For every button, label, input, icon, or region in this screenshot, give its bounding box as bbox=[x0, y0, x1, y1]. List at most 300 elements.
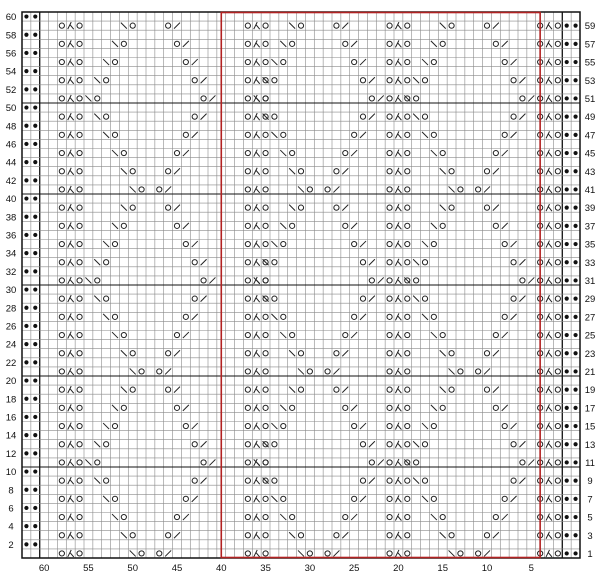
ssk bbox=[94, 114, 100, 120]
yarn-over bbox=[405, 423, 410, 428]
yarn-over bbox=[555, 169, 560, 174]
ssk bbox=[94, 478, 100, 484]
purl-dot bbox=[24, 69, 28, 73]
yarn-over bbox=[458, 187, 463, 192]
k2tog bbox=[351, 41, 357, 47]
k2tog bbox=[183, 150, 189, 156]
column-number: 35 bbox=[260, 563, 271, 574]
yarn-over bbox=[59, 223, 64, 228]
column-number: 60 bbox=[38, 563, 50, 574]
double-decrease bbox=[68, 332, 74, 339]
yarn-over bbox=[555, 114, 560, 119]
double-decrease bbox=[546, 514, 552, 521]
row-number-left: 32 bbox=[5, 266, 17, 278]
yarn-over bbox=[405, 169, 410, 174]
yarn-over bbox=[263, 205, 268, 210]
k2tog bbox=[369, 441, 375, 447]
ssk bbox=[112, 150, 118, 156]
yarn-over bbox=[290, 405, 295, 410]
purl-dot bbox=[33, 433, 37, 437]
double-decrease bbox=[68, 241, 74, 248]
yarn-over bbox=[369, 96, 374, 101]
double-decrease bbox=[254, 22, 260, 29]
yarn-over bbox=[112, 423, 117, 428]
ssk bbox=[440, 350, 446, 356]
purl-dot bbox=[24, 51, 28, 55]
yarn-over bbox=[130, 351, 135, 356]
purl-dot bbox=[573, 187, 577, 191]
yarn-over bbox=[387, 351, 392, 356]
double-decrease bbox=[254, 386, 260, 393]
row-number-right: 49 bbox=[584, 112, 596, 124]
row-number-right: 11 bbox=[585, 457, 595, 469]
yarn-over bbox=[59, 514, 64, 519]
double-decrease bbox=[395, 532, 401, 539]
purl-dot bbox=[565, 206, 569, 210]
purl-dot bbox=[565, 24, 569, 28]
yarn-over bbox=[263, 223, 268, 228]
purl-dot bbox=[573, 242, 577, 246]
double-decrease bbox=[254, 222, 260, 229]
yarn-over bbox=[77, 332, 82, 337]
row-number-left: 12 bbox=[5, 448, 17, 460]
yarn-over bbox=[263, 278, 268, 283]
purl-dot bbox=[33, 215, 37, 219]
yarn-over bbox=[166, 351, 171, 356]
yarn-over bbox=[440, 405, 445, 410]
yarn-over bbox=[245, 369, 250, 374]
yarn-over bbox=[95, 278, 100, 283]
ssk bbox=[413, 259, 419, 265]
row-number-right: 51 bbox=[584, 93, 596, 105]
row-number-right: 21 bbox=[584, 366, 596, 378]
purl-dot bbox=[573, 260, 577, 264]
yarn-over bbox=[245, 460, 250, 465]
double-decrease bbox=[395, 441, 401, 448]
yarn-over bbox=[555, 496, 560, 501]
yarn-over bbox=[334, 351, 339, 356]
double-decrease bbox=[254, 259, 260, 266]
yarn-over bbox=[387, 223, 392, 228]
purl-dot bbox=[33, 51, 37, 55]
double-decrease bbox=[68, 150, 74, 157]
double-decrease bbox=[68, 168, 74, 175]
row-number-right: 15 bbox=[584, 421, 596, 433]
double-decrease bbox=[68, 514, 74, 521]
yarn-over bbox=[440, 332, 445, 337]
row-number-right: 3 bbox=[587, 530, 593, 542]
yarn-over bbox=[387, 551, 392, 556]
yarn-over bbox=[77, 351, 82, 356]
purl-dot bbox=[573, 297, 577, 301]
k2tog bbox=[209, 277, 215, 283]
yarn-over bbox=[405, 78, 410, 83]
double-decrease bbox=[546, 459, 552, 466]
yarn-over bbox=[387, 314, 392, 319]
ssk bbox=[440, 23, 446, 29]
yarn-over bbox=[59, 533, 64, 538]
yarn-over bbox=[493, 223, 498, 228]
stitch-symbols bbox=[24, 14, 577, 557]
double-decrease bbox=[254, 204, 260, 211]
double-decrease bbox=[68, 186, 74, 193]
k2tog bbox=[502, 150, 508, 156]
yarn-over bbox=[298, 205, 303, 210]
yarn-over bbox=[59, 187, 64, 192]
yarn-over bbox=[440, 223, 445, 228]
yarn-over bbox=[166, 169, 171, 174]
double-decrease bbox=[395, 514, 401, 521]
ssk bbox=[449, 550, 455, 556]
yarn-over bbox=[281, 241, 286, 246]
purl-dot bbox=[24, 178, 28, 182]
double-decrease bbox=[254, 441, 260, 448]
yarn-over bbox=[352, 314, 357, 319]
yarn-over bbox=[387, 205, 392, 210]
yarn-over bbox=[174, 332, 179, 337]
yarn-over bbox=[59, 423, 64, 428]
yarn-over bbox=[431, 496, 436, 501]
k2tog bbox=[502, 223, 508, 229]
yarn-over bbox=[245, 551, 250, 556]
row-number-right: 19 bbox=[584, 385, 596, 397]
ssk bbox=[280, 223, 286, 229]
row-number-right: 55 bbox=[584, 57, 596, 69]
double-decrease bbox=[254, 404, 260, 411]
k2tog bbox=[192, 314, 198, 320]
yarn-over bbox=[555, 187, 560, 192]
purl-dot bbox=[565, 78, 569, 82]
purl-dot bbox=[24, 87, 28, 91]
yarn-over bbox=[245, 478, 250, 483]
yarn-over bbox=[290, 332, 295, 337]
ssk bbox=[112, 332, 118, 338]
double-decrease bbox=[68, 532, 74, 539]
k2tog bbox=[519, 478, 525, 484]
double-decrease bbox=[395, 259, 401, 266]
yarn-over bbox=[334, 169, 339, 174]
yarn-over bbox=[281, 59, 286, 64]
double-decrease bbox=[395, 386, 401, 393]
k2tog bbox=[528, 277, 534, 283]
double-decrease bbox=[546, 386, 552, 393]
yarn-over bbox=[59, 460, 64, 465]
yarn-over bbox=[245, 351, 250, 356]
purl-dot bbox=[24, 124, 28, 128]
yarn-over bbox=[77, 260, 82, 265]
yarn-over bbox=[493, 41, 498, 46]
ssk bbox=[103, 314, 109, 320]
purl-dot bbox=[573, 533, 577, 537]
purl-dot bbox=[24, 488, 28, 492]
purl-dot bbox=[573, 42, 577, 46]
ssk bbox=[271, 496, 277, 502]
k2tog bbox=[174, 23, 180, 29]
purl-dot bbox=[565, 187, 569, 191]
yarn-over bbox=[77, 478, 82, 483]
k2tog bbox=[333, 186, 339, 192]
double-decrease bbox=[395, 368, 401, 375]
purl-dot bbox=[24, 360, 28, 364]
yarn-over bbox=[59, 150, 64, 155]
ssk bbox=[103, 59, 109, 65]
ssk bbox=[94, 441, 100, 447]
k2tog bbox=[378, 277, 384, 283]
yarn-over bbox=[387, 442, 392, 447]
yarn-over bbox=[263, 369, 268, 374]
k2tog bbox=[519, 114, 525, 120]
yarn-over bbox=[281, 423, 286, 428]
row-number-left: 52 bbox=[5, 84, 17, 96]
yarn-over bbox=[95, 96, 100, 101]
double-decrease bbox=[254, 150, 260, 157]
purl-dot bbox=[33, 142, 37, 146]
yarn-over bbox=[387, 533, 392, 538]
yarn-over bbox=[77, 278, 82, 283]
ssk bbox=[271, 423, 277, 429]
yarn-over bbox=[263, 187, 268, 192]
yarn-over bbox=[59, 296, 64, 301]
double-decrease bbox=[254, 423, 260, 430]
k2tog bbox=[342, 387, 348, 393]
yarn-over bbox=[405, 478, 410, 483]
purl-dot bbox=[33, 69, 37, 73]
purl-dot bbox=[565, 260, 569, 264]
yarn-over bbox=[121, 223, 126, 228]
chart-labels bbox=[6, 12, 596, 574]
yarn-over bbox=[77, 442, 82, 447]
double-decrease bbox=[546, 168, 552, 175]
purl-dot bbox=[33, 360, 37, 364]
ssk bbox=[298, 186, 304, 192]
yarn-over bbox=[422, 442, 427, 447]
yarn-over bbox=[405, 114, 410, 119]
chart-grid bbox=[22, 12, 580, 558]
yarn-over bbox=[405, 387, 410, 392]
ssk bbox=[413, 114, 419, 120]
ssk bbox=[112, 514, 118, 520]
yarn-over bbox=[77, 405, 82, 410]
column-number: 20 bbox=[393, 563, 404, 574]
yarn-over bbox=[245, 296, 250, 301]
k2tog bbox=[174, 350, 180, 356]
row-number-right: 31 bbox=[584, 275, 596, 287]
yarn-over bbox=[263, 169, 268, 174]
ssk bbox=[413, 441, 419, 447]
yarn-over bbox=[334, 23, 339, 28]
yarn-over bbox=[183, 132, 188, 137]
yarn-over bbox=[449, 533, 454, 538]
yarn-over bbox=[431, 423, 436, 428]
yarn-over bbox=[476, 369, 481, 374]
yarn-over bbox=[493, 514, 498, 519]
yarn-over bbox=[174, 223, 179, 228]
purl-dot bbox=[24, 251, 28, 255]
double-decrease bbox=[68, 368, 74, 375]
k2tog bbox=[519, 77, 525, 83]
yarn-over bbox=[59, 278, 64, 283]
purl-dot bbox=[33, 160, 37, 164]
double-decrease bbox=[546, 22, 552, 29]
yarn-over bbox=[77, 496, 82, 501]
yarn-over bbox=[183, 314, 188, 319]
purl-dot bbox=[565, 497, 569, 501]
yarn-over bbox=[387, 114, 392, 119]
double-decrease bbox=[546, 295, 552, 302]
purl-dot bbox=[24, 306, 28, 310]
yarn-over bbox=[484, 169, 489, 174]
yarn-over bbox=[77, 59, 82, 64]
purl-dot bbox=[33, 287, 37, 291]
row-number-right: 17 bbox=[584, 403, 596, 415]
yarn-over bbox=[387, 423, 392, 428]
yarn-over bbox=[343, 332, 348, 337]
yarn-over bbox=[174, 405, 179, 410]
ssk bbox=[431, 150, 437, 156]
yarn-over bbox=[484, 351, 489, 356]
row-number-left: 30 bbox=[5, 285, 17, 297]
double-decrease bbox=[68, 222, 74, 229]
yarn-over bbox=[59, 314, 64, 319]
double-decrease bbox=[68, 423, 74, 430]
purl-dot bbox=[33, 451, 37, 455]
row-number-right: 57 bbox=[584, 39, 596, 51]
ssk bbox=[271, 132, 277, 138]
purl-dot bbox=[565, 133, 569, 137]
yarn-over bbox=[431, 241, 436, 246]
yarn-over bbox=[502, 496, 507, 501]
yarn-over bbox=[405, 405, 410, 410]
yarn-over bbox=[520, 278, 525, 283]
k2tog bbox=[201, 259, 207, 265]
row-number-left: 6 bbox=[8, 503, 14, 515]
ssk bbox=[121, 350, 127, 356]
yarn-over bbox=[245, 314, 250, 319]
double-decrease bbox=[68, 441, 74, 448]
ssk bbox=[85, 95, 91, 101]
purl-dot bbox=[565, 460, 569, 464]
yarn-over bbox=[245, 533, 250, 538]
yarn-over bbox=[405, 241, 410, 246]
k2tog bbox=[174, 387, 180, 393]
yarn-over bbox=[387, 460, 392, 465]
purl-dot bbox=[573, 388, 577, 392]
purl-dot bbox=[24, 33, 28, 37]
yarn-over bbox=[263, 150, 268, 155]
yarn-over bbox=[387, 369, 392, 374]
yarn-over bbox=[405, 496, 410, 501]
k2tog bbox=[502, 405, 508, 411]
row-number-left: 26 bbox=[5, 321, 17, 333]
yarn-over bbox=[201, 460, 206, 465]
yarn-over bbox=[272, 260, 277, 265]
row-number-right: 25 bbox=[584, 330, 596, 342]
yarn-over bbox=[245, 514, 250, 519]
yarn-over bbox=[405, 41, 410, 46]
double-decrease bbox=[546, 441, 552, 448]
purl-dot bbox=[565, 369, 569, 373]
ssk bbox=[130, 550, 136, 556]
yarn-over bbox=[387, 41, 392, 46]
yarn-over bbox=[502, 59, 507, 64]
yarn-over bbox=[414, 460, 419, 465]
ssk bbox=[121, 205, 127, 211]
yarn-over bbox=[405, 296, 410, 301]
row-number-left: 42 bbox=[5, 175, 17, 187]
k2tog bbox=[192, 423, 198, 429]
yarn-over bbox=[245, 332, 250, 337]
yarn-over bbox=[192, 478, 197, 483]
yarn-over bbox=[458, 551, 463, 556]
k2tog bbox=[183, 332, 189, 338]
purl-dot bbox=[573, 278, 577, 282]
k2tog bbox=[519, 259, 525, 265]
yarn-over bbox=[59, 260, 64, 265]
purl-dot bbox=[565, 533, 569, 537]
yarn-over bbox=[245, 496, 250, 501]
double-decrease bbox=[395, 495, 401, 502]
yarn-over bbox=[174, 514, 179, 519]
double-decrease bbox=[254, 295, 260, 302]
yarn-over bbox=[59, 351, 64, 356]
yarn-over bbox=[298, 169, 303, 174]
yarn-over bbox=[183, 59, 188, 64]
double-decrease bbox=[254, 77, 260, 84]
yarn-over bbox=[502, 241, 507, 246]
ssk bbox=[422, 423, 428, 429]
column-number: 15 bbox=[437, 563, 449, 574]
k2tog bbox=[183, 514, 189, 520]
yarn-over bbox=[343, 223, 348, 228]
k2tog bbox=[493, 532, 499, 538]
yarn-over bbox=[263, 551, 268, 556]
k2tog bbox=[201, 478, 207, 484]
k2tog bbox=[360, 241, 366, 247]
yarn-over bbox=[263, 59, 268, 64]
yarn-over bbox=[352, 132, 357, 137]
k2tog bbox=[360, 314, 366, 320]
double-decrease bbox=[395, 77, 401, 84]
double-decrease bbox=[254, 186, 260, 193]
double-decrease bbox=[546, 150, 552, 157]
yarn-over bbox=[555, 78, 560, 83]
yarn-over bbox=[77, 387, 82, 392]
purl-dot bbox=[565, 551, 569, 555]
double-decrease bbox=[68, 550, 74, 557]
purl-dot bbox=[24, 196, 28, 200]
yarn-over bbox=[360, 296, 365, 301]
k2tog bbox=[528, 95, 534, 101]
yarn-over bbox=[298, 351, 303, 356]
ssk bbox=[280, 405, 286, 411]
yarn-over bbox=[245, 41, 250, 46]
yarn-over bbox=[360, 78, 365, 83]
yarn-over bbox=[343, 41, 348, 46]
purl-dot bbox=[24, 142, 28, 146]
column-number: 10 bbox=[481, 563, 493, 574]
double-decrease bbox=[254, 59, 260, 66]
purl-dot bbox=[33, 378, 37, 382]
ssk bbox=[289, 350, 295, 356]
yarn-over bbox=[502, 314, 507, 319]
row-number-right: 33 bbox=[584, 257, 596, 269]
k2tog bbox=[369, 296, 375, 302]
yarn-over bbox=[334, 387, 339, 392]
purl-dot bbox=[33, 342, 37, 346]
purl-dot bbox=[573, 315, 577, 319]
double-decrease bbox=[395, 131, 401, 138]
k2tog bbox=[511, 59, 517, 65]
